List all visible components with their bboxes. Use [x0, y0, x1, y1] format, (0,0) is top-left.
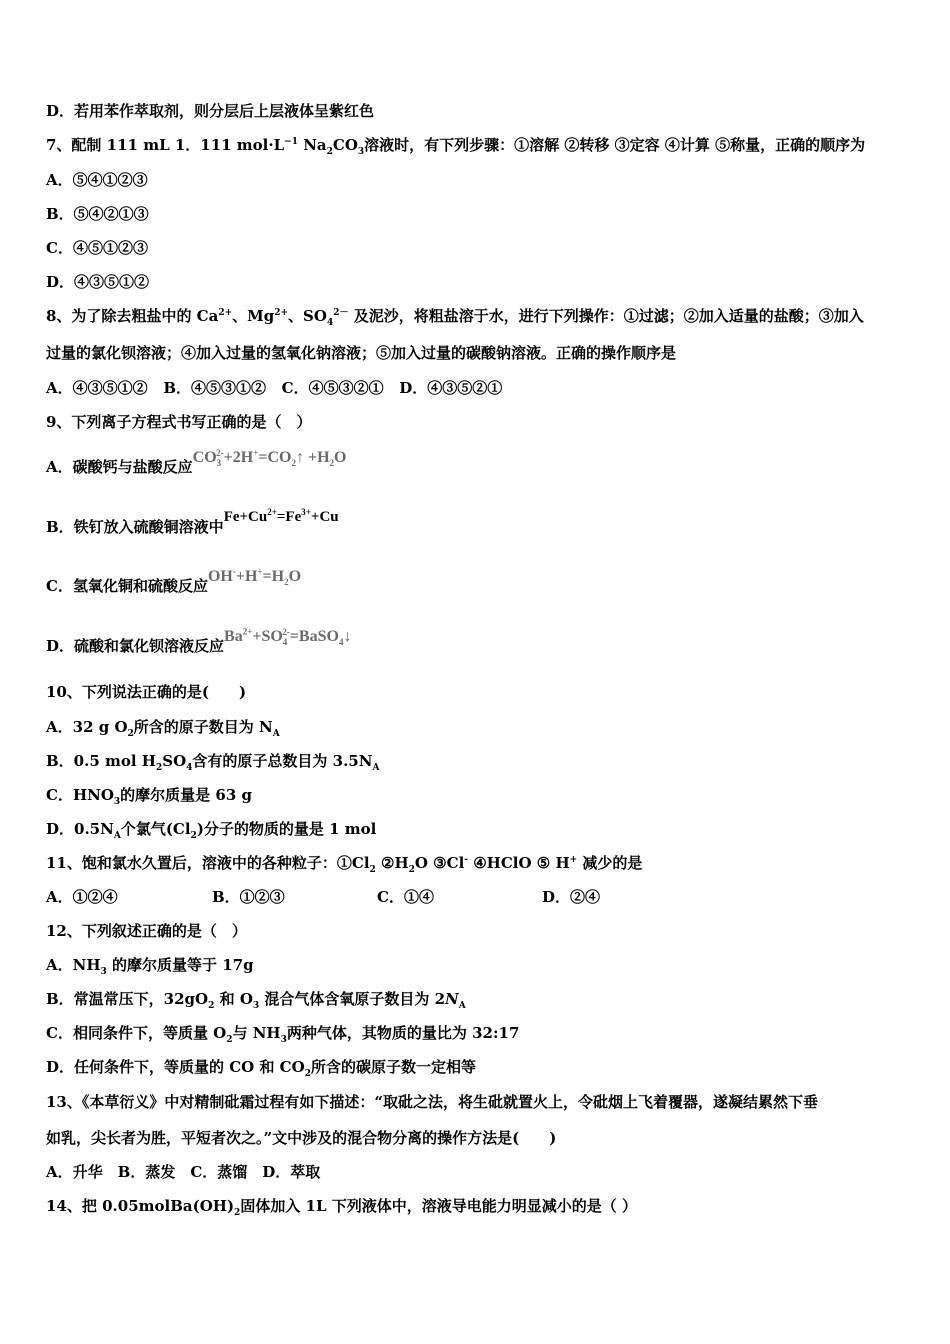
q7-stem: 7、配制 111 mL 1．111 $mol\cdot L^{-1}$ $Na_2CO_3$溶液时，有下列步骤：①溶解 ②转移 ③定容 ④计算 ⑤称量，正确的顺序为: [46, 136, 866, 157]
q8-option-a: A．④③⑤①②: [46, 379, 148, 397]
q13-options: A．升华 B．蒸发 C．蒸馏 D．萃取: [46, 1163, 321, 1181]
q8-option-c: C．④⑤③②①: [281, 379, 384, 397]
q7-option-c: C．④⑤①②③: [46, 239, 148, 257]
q9-a-equation: $CO_3^{2-}+2H^+=CO_2↑ +H_2O$: [192, 447, 347, 469]
q7-option-d: D．④③⑤①②: [46, 273, 150, 291]
q12-stem: 12、下列叙述正确的是（ ）: [46, 922, 247, 940]
q13-stem-line1: 13、《本草衍义》中对精制砒霜过程有如下描述：“取砒之法，将生砒就置火上，令砒烟上飞着覆器，遂凝结累然下垂: [46, 1093, 819, 1111]
q10-option-b: B．0.5 mol $H_2SO_4$含有的原子总数目为 $3.5N_A$: [46, 752, 380, 773]
q12-option-b: B．常温常压下，$32gO_2$ 和 $O_3$ 混合气体含氧原子数目为 $2N_A$: [46, 990, 466, 1011]
q11-option-d: D．②④: [542, 888, 601, 906]
q6-option-d: D．若用苯作萃取剂，则分层后上层液体呈紫红色: [46, 102, 375, 120]
q12-option-d: D．任何条件下，等质量的 CO 和 $CO_2$所含的碳原子数一定相等: [46, 1058, 476, 1079]
q14-stem: 14、把 $0.05molBa(OH)_2$固体加入 1L 下列液体中，溶液导电能力明显减小的是（ ）: [46, 1197, 637, 1218]
q11-stem: 11、饱和氯水久置后，溶液中的各种粒子：$①Cl_2$ $②H_2O$ ③Cl- ④HClO ⑤ H+ 减少的是: [46, 854, 643, 875]
q12-option-c: C．相同条件下，等质量 $O_2$与 $NH_3$两种气体，其物质的量比为 32:17: [46, 1024, 520, 1045]
q9-c-equation: $OH^-+H^+=H_2O$: [207, 566, 302, 588]
q10-stem: 10、下列说法正确的是( ): [46, 683, 247, 701]
q13-stem-line2: 如乳，尖长者为胜，平短者次之。”文中涉及的混合物分离的操作方法是( ): [46, 1129, 557, 1147]
q12-option-a: A．$NH_3$ 的摩尔质量等于 17g: [46, 956, 254, 977]
q7-option-a: A．⑤④①②③: [46, 171, 148, 189]
q11-option-a: A．①②④: [46, 888, 118, 906]
q10-option-a: A．32 g $O_2$所含的原子数目为 $N_A$: [46, 718, 280, 739]
q9-d-equation: $Ba^{2+}+SO_4^{2-}=BaSO_4↓$: [224, 626, 352, 648]
q11-option-c: C．①④: [377, 888, 434, 906]
q8-stem-line1: 8、为了除去粗盐中的 $Ca^{2+}$、$Mg^{2+}$、$SO_4^{2-}$ 及泥沙，将粗盐溶于水，进行下列操作：①过滤；②加入适量的盐酸；③加入: [46, 307, 864, 328]
q9-option-d: D．硫酸和氯化钡溶液反应$Ba^{2+}+SO_4^{2-}=BaSO_4↓$: [46, 626, 352, 655]
q9-option-c: C．氢氧化铜和硫酸反应$OH^-+H^+=H_2O$: [46, 566, 302, 595]
q9-b-equation: $Fe+Cu^{2+}=Fe^{3+}+Cu$: [223, 507, 339, 525]
q7-option-b: B．⑤④②①③: [46, 205, 149, 223]
q8-stem-line2: 过量的氯化钡溶液；④加入过量的氢氧化钠溶液；⑤加入过量的碳酸钠溶液。正确的操作顺序是: [46, 344, 677, 362]
q8-option-d: D．④③⑤②①: [399, 379, 503, 397]
q9-option-a: A．碳酸钙与盐酸反应$CO_3^{2-}+2H^+=CO_2↑ +H_2O$: [46, 447, 347, 476]
q8-option-b: B．④⑤③①②: [163, 379, 266, 397]
q9-option-b: B．铁钉放入硫酸铜溶液中$Fe+Cu^{2+}=Fe^{3+}+Cu$: [46, 507, 339, 536]
q8-options: [46, 378, 910, 398]
q10-option-c: C．$HNO_3$的摩尔质量是 63 g: [46, 786, 252, 807]
q9-stem: 9、下列离子方程式书写正确的是（ ）: [46, 413, 312, 431]
q10-option-d: D．$0.5N_A$个氯气$(Cl_2)$分子的物质的量是 1 mol: [46, 820, 377, 841]
q11-option-b: B．①②③: [212, 888, 285, 906]
